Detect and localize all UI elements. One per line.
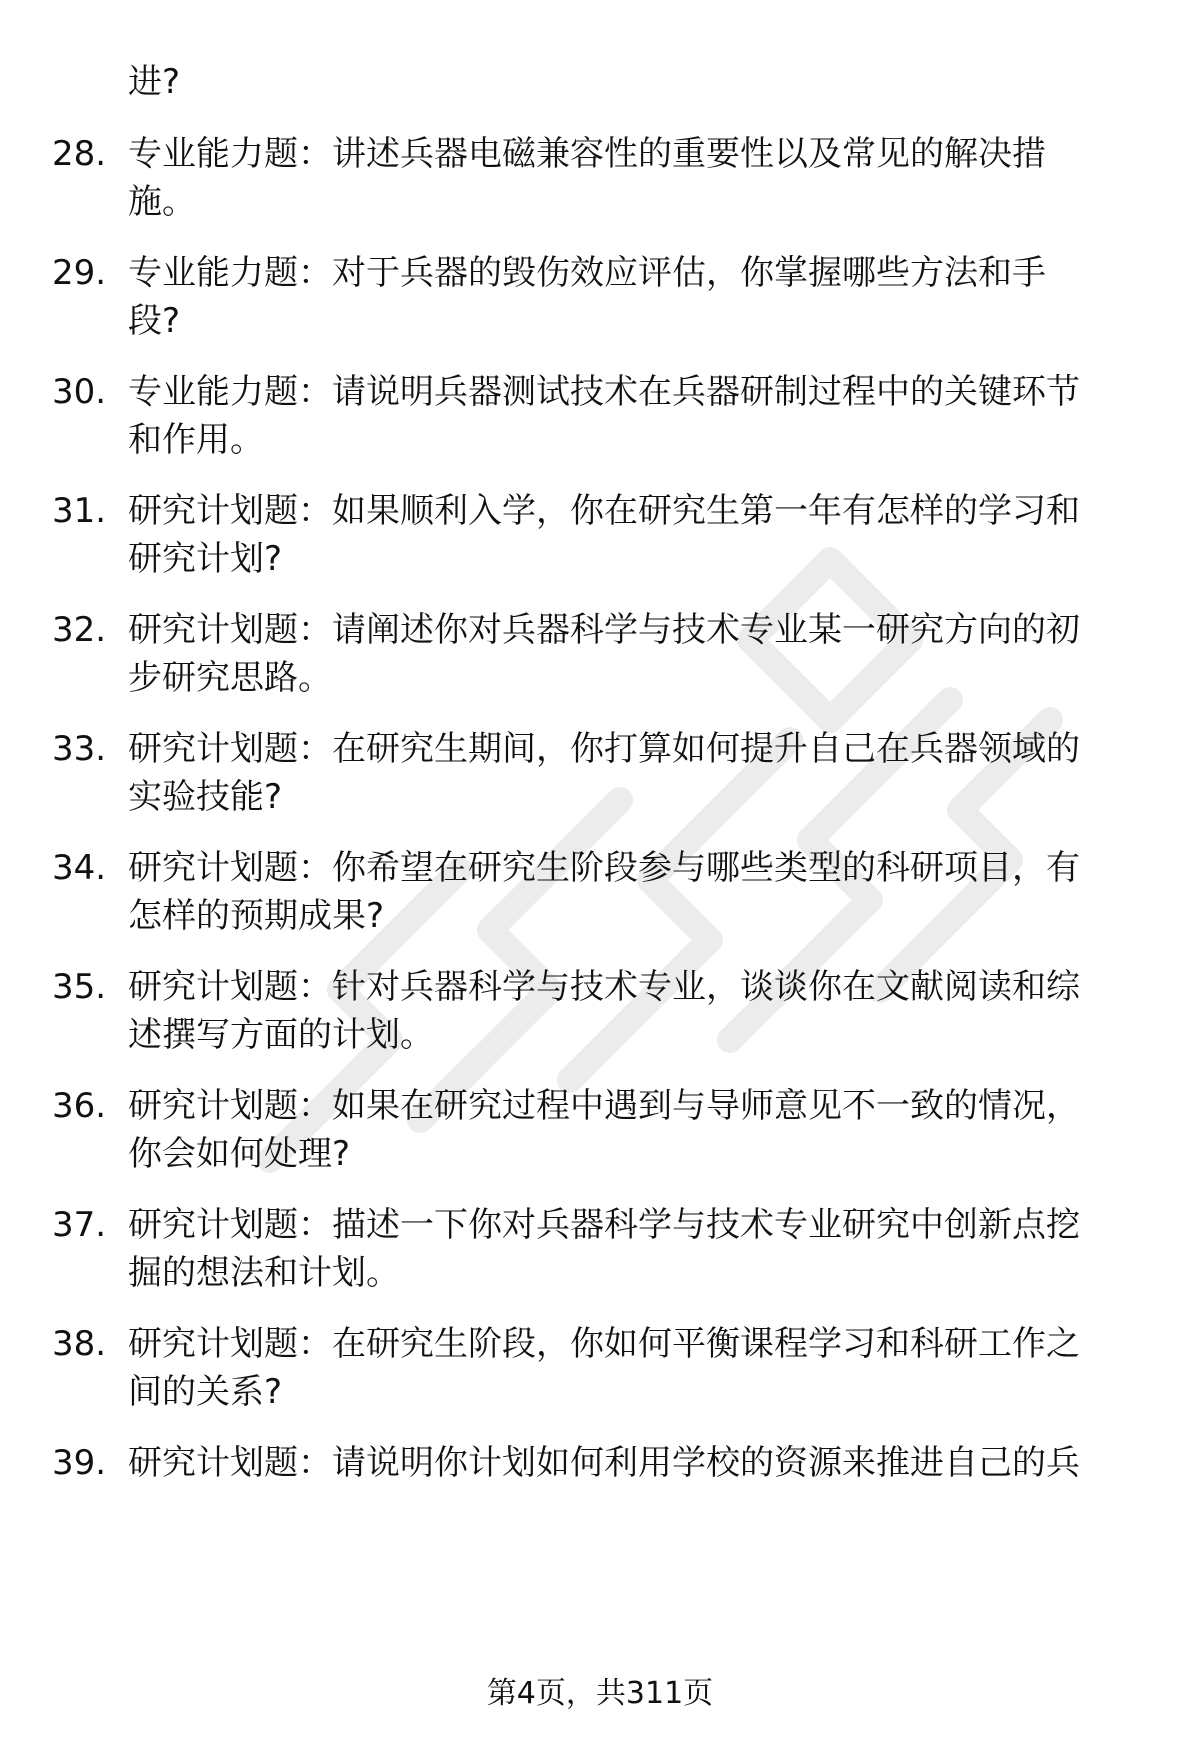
question-number: 29. — [52, 253, 107, 293]
question-text-line: 施。 — [128, 182, 196, 222]
question-text-line: 专业能力题：请说明兵器测试技术在兵器研制过程中的关键环节 — [128, 372, 1080, 412]
question-number: 39. — [52, 1443, 107, 1483]
question-text-line: 研究计划题：如果顺利入学，你在研究生第一年有怎样的学习和 — [128, 491, 1080, 531]
question-text-line: 专业能力题：对于兵器的毁伤效应评估，你掌握哪些方法和手 — [128, 253, 1046, 293]
question-text-line: 和作用。 — [128, 420, 264, 460]
question-text-line: 研究计划题：你希望在研究生阶段参与哪些类型的科研项目，有 — [128, 848, 1080, 888]
question-text — [128, 963, 1138, 1059]
question-text — [128, 1082, 1138, 1178]
question-text — [128, 1439, 1138, 1487]
question-text-line: 研究计划题：在研究生阶段，你如何平衡课程学习和科研工作之 — [128, 1324, 1080, 1364]
question-text-line: 研究计划题：针对兵器科学与技术专业，谈谈你在文献阅读和综 — [128, 967, 1080, 1007]
question-text — [128, 1320, 1138, 1416]
question-text-line: 实验技能? — [128, 777, 283, 817]
continuation-line: 进? — [128, 62, 181, 102]
question-text — [128, 844, 1138, 940]
question-text-line: 研究计划题：请阐述你对兵器科学与技术专业某一研究方向的初 — [128, 610, 1080, 650]
question-text-line: 研究计划题：描述一下你对兵器科学与技术专业研究中创新点挖 — [128, 1205, 1080, 1245]
question-text — [128, 1201, 1138, 1297]
question-text-line: 专业能力题：讲述兵器电磁兼容性的重要性以及常见的解决措 — [128, 134, 1046, 174]
question-text — [128, 130, 1138, 226]
question-number: 33. — [52, 729, 107, 769]
question-number: 28. — [52, 134, 107, 174]
question-text-line: 研究计划题：如果在研究过程中遇到与导师意见不一致的情况， — [128, 1086, 1080, 1126]
question-text — [128, 725, 1138, 821]
question-text-line: 你会如何处理? — [128, 1134, 351, 1174]
question-text-line: 段? — [128, 301, 181, 341]
question-text-line: 掘的想法和计划。 — [128, 1253, 400, 1293]
question-number: 30. — [52, 372, 107, 412]
question-text — [128, 487, 1138, 583]
question-text-line: 间的关系? — [128, 1372, 283, 1412]
question-number: 37. — [52, 1205, 107, 1245]
question-number: 38. — [52, 1324, 107, 1364]
question-text-line: 述撰写方面的计划。 — [128, 1015, 434, 1055]
question-text — [128, 606, 1138, 702]
question-text-line: 研究计划题：在研究生期间，你打算如何提升自己在兵器领域的 — [128, 729, 1080, 769]
question-number: 35. — [52, 967, 107, 1007]
question-text-line: 步研究思路。 — [128, 658, 332, 698]
question-number: 32. — [52, 610, 107, 650]
question-text-line: 研究计划题：请说明你计划如何利用学校的资源来推进自己的兵 — [128, 1443, 1080, 1483]
question-text — [128, 368, 1138, 464]
question-number: 34. — [52, 848, 107, 888]
question-text — [128, 249, 1138, 345]
question-text-line: 怎样的预期成果? — [128, 896, 385, 936]
question-number: 36. — [52, 1086, 107, 1126]
question-text-line: 研究计划? — [128, 539, 283, 579]
page-footer: 第4页，共311页 — [486, 1676, 714, 1711]
question-number: 31. — [52, 491, 107, 531]
